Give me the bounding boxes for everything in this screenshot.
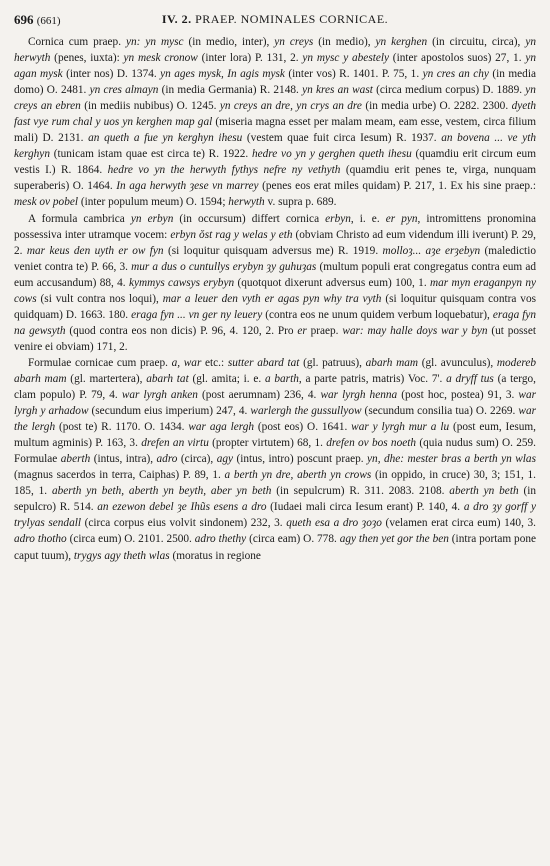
latin-text: (circa medium corpus) D. 1889.: [372, 84, 526, 97]
running-header: [14, 10, 536, 34]
latin-text: Formulae cornicae cum praep.: [28, 356, 172, 369]
latin-text: (vestem quae fuit circa Iesum) R. 1937.: [242, 132, 442, 145]
latin-text: etc.:: [201, 356, 228, 369]
cornish-phrase: yn cres an chy: [422, 68, 489, 81]
latin-text: (post aerumnam) 236, 4.: [197, 389, 321, 402]
cornish-phrase: yn:: [125, 36, 141, 48]
latin-text: (Iudaei mali circa Iesum erant) P. 140, 4.: [266, 501, 464, 514]
latin-text: (velamen erat circa eum) 140, 3.: [381, 517, 536, 530]
paragraph: [14, 34, 536, 211]
latin-text: (obviam Christo ad eum videndum illi iverunt) P. 29, 2.: [14, 228, 537, 257]
latin-text: (magnus sacerdos in terra, Caiphas) P. 89, 1.: [14, 469, 225, 482]
cornish-phrase: mar keus den uyth er ow fyn: [26, 244, 164, 257]
cornish-phrase: a dro ȝy gorff y trylyas sendall: [14, 501, 536, 530]
latin-text: (a tergo, clam populo) P. 79, 4.: [14, 372, 536, 402]
cornish-phrase: mar a leuer den vyth er agas pyn why tra vyth: [162, 292, 382, 305]
cornish-phrase: yn herwyth: [14, 36, 536, 65]
latin-text: (multum populi erat congregatus contra eum ad eum accusandum) 88, 4.: [14, 260, 536, 289]
latin-text: (in mediis nubibus) O. 1245.: [80, 100, 220, 113]
latin-text: (intus, intro) poscunt praep.: [233, 453, 368, 466]
latin-text: (gl. martertera),: [66, 372, 147, 385]
cornish-phrase: yn erbyn: [130, 212, 174, 225]
body-text: [14, 34, 536, 564]
latin-text: (intus, intra),: [90, 453, 157, 466]
latin-text: (post eos) O. 1641.: [254, 421, 352, 434]
latin-text: (quamdiu erit penes te, virga, nunquam superaberis) O. 1464.: [14, 164, 537, 193]
cornish-phrase: yn mesk cronow: [123, 52, 198, 65]
cornish-phrase: an ezewon debel ȝe Ihũs esens a dro: [97, 501, 267, 514]
cornish-phrase: yn creys an ebren: [14, 84, 536, 113]
latin-text: (circa eam) O. 778.: [246, 533, 340, 546]
cornish-phrase: agy then yet gor the ben: [339, 533, 449, 546]
cornish-phrase: eraga fyn na gewsyth: [14, 308, 537, 337]
cornish-phrase: eraga fyn ... vn ger ny leuery: [131, 308, 263, 321]
cornish-phrase: abarh mam: [365, 356, 419, 369]
cornish-phrase: a, war: [171, 356, 202, 369]
cornish-phrase: drefen ov bos noeth: [326, 437, 417, 450]
latin-text: (quod contra eos non dicis) P. 96, 4. 120, 2. Pro: [65, 324, 298, 337]
latin-text: (in medio, inter),: [183, 36, 275, 48]
cornish-phrase: a berth yn dre, aberth yn crows: [224, 469, 372, 482]
cornish-phrase: mur a dus o cuntullys erybyn ȝy guhuȝas: [131, 260, 317, 273]
latin-text: (contra eos ne unum quidem verbum loquebatur),: [262, 308, 493, 321]
latin-text: (quia nudus sum) O. 259. Formulae: [14, 437, 536, 466]
cornish-phrase: yn kerghen: [375, 36, 428, 48]
latin-text: (in media urbe) O. 2282. 2300.: [361, 100, 512, 113]
cornish-phrase: yn ages mysk, In agis mysk: [160, 68, 285, 81]
latin-text: (inter lora) P. 131, 2.: [197, 52, 303, 65]
latin-text: , a parte patris, matris) Voc. 7'.: [298, 372, 447, 385]
cornish-phrase: queth esa a dro ȝoȝo: [286, 517, 382, 530]
latin-text: (circa eum) O. 2101. 2500.: [66, 533, 195, 546]
cornish-phrase: aberth yn beth, aberth yn beyth, aber yn beth: [51, 485, 272, 498]
cornish-phrase: erbyn ŏst rag y welas y eth: [170, 228, 293, 241]
latin-text: (post te) R. 1170. O. 1434.: [55, 421, 189, 434]
cornish-phrase: modereb abarh mam: [14, 356, 536, 385]
cornish-phrase: yn creys: [274, 36, 314, 48]
cornish-phrase: er: [297, 324, 307, 337]
latin-text: (gl. patruus),: [299, 356, 366, 369]
latin-text: (secundum consilia tua) O. 2269.: [361, 405, 519, 418]
latin-text: (in sepulcrum) R. 311. 2083. 2108.: [271, 485, 450, 498]
latin-text: (inter apostolos suos) 27, 1.: [389, 52, 526, 65]
latin-text: (propter virtutem) 68, 1.: [208, 437, 327, 450]
cornish-phrase: adro thethy: [194, 533, 247, 546]
cornish-phrase: dyeth fast vye rum chal y uos yn kerghen map gal: [14, 100, 537, 129]
cornish-phrase: herwyth: [228, 196, 265, 209]
page-number: 696 (661): [14, 12, 61, 27]
cornish-phrase: mesk ov pobel: [14, 196, 78, 209]
latin-text: (tunicam istam quae est circa te) R. 1922.: [49, 148, 252, 161]
latin-text: (in sepulcro) R. 514.: [14, 485, 537, 514]
cornish-phrase: yn creys an dre, yn crys an dre: [219, 100, 362, 113]
cornish-phrase: erbyn: [325, 212, 351, 225]
running-title: IV. 2. PRAEP. NOMINALES CORNICAE.: [161, 12, 389, 26]
latin-text: (si loquitur quisquam contra vos quidquam) D. 1663. 180.: [14, 292, 537, 321]
latin-text: (ut posset venire ei obviam) 171, 2.: [14, 324, 536, 353]
latin-text: v. supra p. 689.: [264, 196, 337, 209]
cornish-phrase: yn mysc y abestely: [302, 52, 390, 65]
paragraph: [14, 355, 536, 564]
cornish-phrase: warlergh the gussullyow: [250, 405, 362, 418]
cornish-phrase: yn cres almayn: [89, 84, 159, 97]
latin-text: (inter vos) R. 1401. P. 75, 1.: [284, 68, 423, 81]
latin-text: (gl. amita; i. e.: [188, 372, 265, 385]
latin-text: (in occursum) differt cornica: [173, 212, 326, 225]
latin-text: (quamdiu erit circum eum vestis I.) R. 1864.: [14, 148, 536, 177]
cornish-phrase: trygys agy theth wlas: [73, 549, 170, 562]
cornish-phrase: war lyrgh anken: [121, 389, 198, 402]
latin-text: praep.: [306, 324, 343, 337]
latin-text: (circa),: [177, 453, 217, 466]
latin-text: (intra portam pone caput tuum),: [14, 533, 537, 562]
cornish-phrase: yn, dhe: mester bras a berth yn wlas: [367, 453, 536, 466]
cornish-phrase: yn agan mysk: [14, 52, 536, 81]
cornish-phrase: a barth: [264, 372, 299, 385]
cornish-phrase: molloȝ... aȝe erȝebyn: [382, 244, 481, 257]
cornish-phrase: mar myn eraganpyn ny cows: [14, 276, 536, 305]
cornish-phrase: abarh tat: [146, 372, 189, 385]
cornish-phrase: war aga lergh: [188, 421, 255, 434]
latin-text: (post eum, Iesum, multum agminis) P. 163, 3.: [14, 421, 536, 450]
latin-text: (si vult contra nos loqui),: [36, 292, 163, 305]
latin-text: , intromittens pronomina possessiva inter utramque vocem:: [14, 212, 537, 241]
latin-text: (gl. avunculus),: [418, 356, 497, 369]
latin-text: (inter nos) D. 1374.: [62, 68, 161, 81]
cornish-phrase: In aga herwyth ȝese vn marrey: [116, 180, 259, 193]
latin-text: Cornica cum praep.: [28, 36, 126, 48]
cornish-phrase: an queth a fue yn kerghyn ihesu: [88, 132, 243, 145]
cornish-phrase: er pyn: [385, 212, 418, 225]
latin-text: (penes, iuxta):: [50, 52, 124, 65]
cornish-phrase: hedre vo yn y gerghen queth ihesu: [251, 148, 412, 161]
cornish-phrase: aberth yn beth: [449, 485, 519, 498]
cornish-phrase: adro thotho: [14, 533, 67, 546]
cornish-phrase: a dryff tus: [446, 372, 494, 385]
cornish-phrase: an bovena ... ve yth kerghyn: [14, 132, 536, 161]
cornish-phrase: war: may halle doys war y byn: [342, 324, 488, 337]
cornish-phrase: aberth: [60, 453, 91, 466]
latin-text: (secundum eius imperium) 247, 4.: [88, 405, 251, 418]
latin-text: A formula cambrica: [28, 212, 131, 225]
latin-text: (in media domo) O. 2481.: [14, 68, 536, 97]
cornish-phrase: sutter abard tat: [227, 356, 300, 369]
cornish-phrase: adro: [156, 453, 178, 466]
cornish-phrase: kymmys cawsys erybyn: [128, 276, 235, 289]
latin-text: (moratus in regione: [169, 549, 261, 562]
latin-text: (si loquitur quisquam adversus me) R. 1919.: [163, 244, 383, 257]
cornish-phrase: agy: [216, 453, 233, 466]
latin-text: (in oppido, in cruce) 30, 3; 151, 1. 185, 1.: [14, 469, 536, 498]
latin-text: , i. e.: [350, 212, 386, 225]
cornish-phrase: hedre vo yn the herwyth fythys nefre ny vethyth: [107, 164, 341, 177]
latin-text: (maledictio veniet contra te) P. 66, 3.: [14, 244, 536, 273]
cornish-phrase: drefen an virtu: [141, 437, 209, 450]
cornish-phrase: yn mysc: [145, 36, 184, 48]
latin-text: (inter populum meum) O. 1594;: [78, 196, 229, 209]
paragraph: [14, 211, 536, 355]
cornish-phrase: war lyrgh henna: [320, 389, 398, 402]
latin-text: (in media Germania) R. 2148.: [158, 84, 303, 97]
cornish-phrase: yn kres an wast: [302, 84, 373, 97]
latin-text: (quotquot dixerunt adversus eum) 100, 1.: [234, 276, 430, 289]
cornish-phrase: war the lergh: [14, 405, 537, 434]
latin-text: (circa corpus eius volvit sindonem) 232, 3.: [81, 517, 287, 530]
latin-text: (post hoc, postea) 91, 3.: [397, 389, 519, 402]
latin-text: (miseria magna esset per malam meam, eam esse, vestem, circa filium mali) D. 2131.: [14, 116, 536, 145]
latin-text: (in circuitu, circa),: [427, 36, 526, 48]
cornish-phrase: war lyrgh y arhadow: [14, 389, 536, 418]
latin-text: (penes eos erat miles quidam) P. 217, 1. Ex his sine praep.:: [258, 180, 536, 193]
cornish-phrase: war y lyrgh mur a lu: [351, 421, 450, 434]
latin-text: (in medio),: [313, 36, 376, 48]
